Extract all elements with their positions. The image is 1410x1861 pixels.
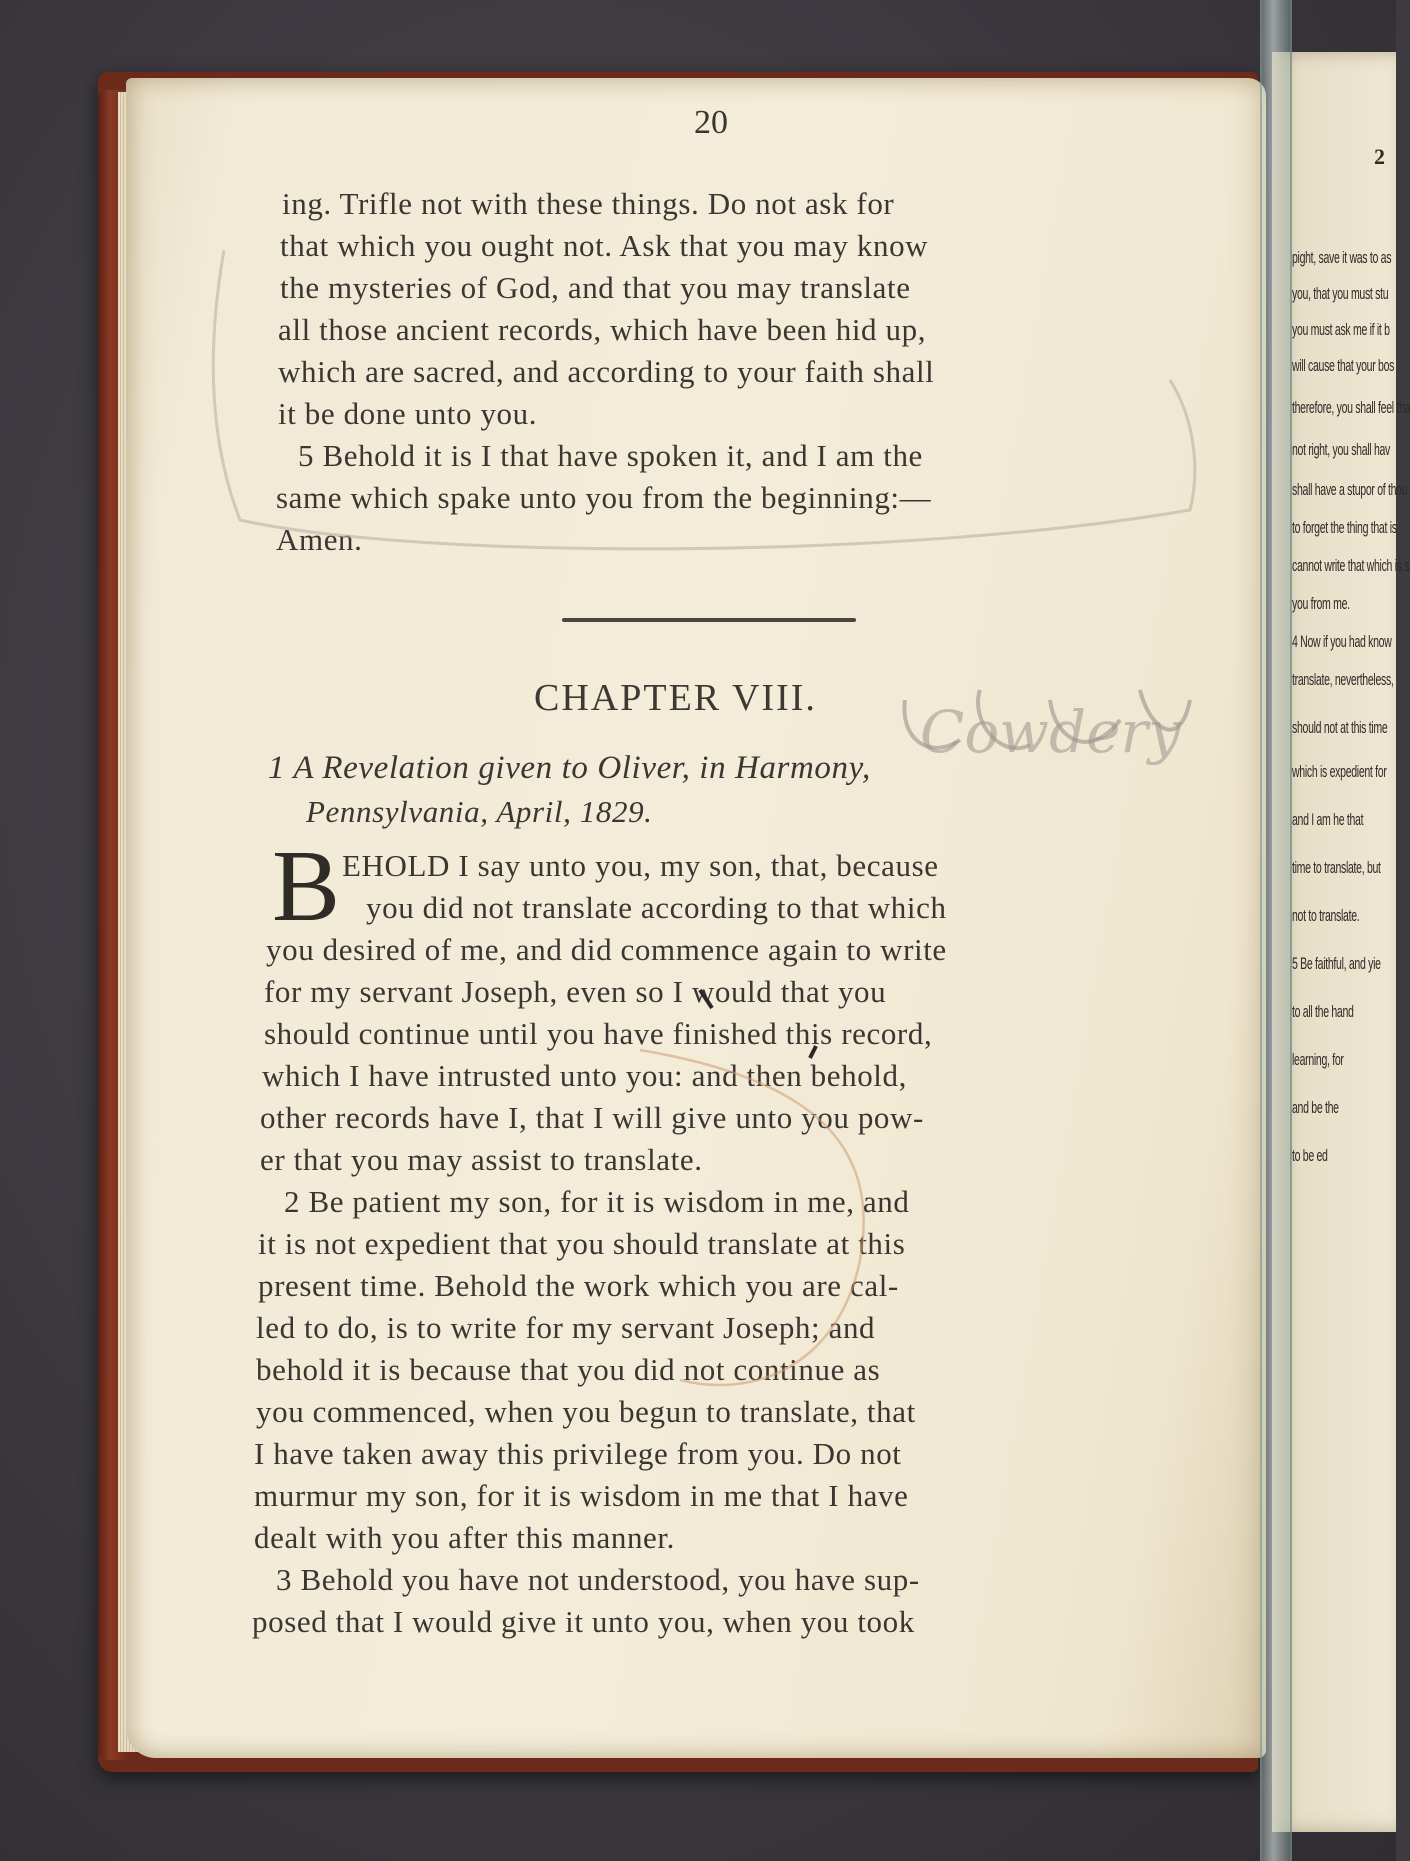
text-line: for my servant Joseph, even so I would that you — [264, 974, 887, 1009]
text-line: present time. Behold the work which you are cal- — [258, 1268, 899, 1303]
text-line: EHOLD I say unto you, my son, that, because — [342, 848, 939, 883]
facing-line: you from me. — [1292, 594, 1350, 613]
text-line: the mysteries of God, and that you may translate — [280, 270, 911, 305]
facing-line: to be ed — [1292, 1146, 1328, 1165]
facing-line: which is expedient for — [1292, 762, 1387, 781]
facing-line: and be the — [1292, 1098, 1339, 1117]
text-line: 2 Be patient my son, for it is wisdom in me, and — [284, 1184, 910, 1219]
facing-line: pight, save it was to as — [1292, 248, 1392, 267]
text-line: other records have I, that I will give unto you pow- — [260, 1100, 924, 1135]
facing-line: to forget the thing that is — [1292, 518, 1397, 537]
facing-line: will cause that your bos — [1292, 356, 1395, 375]
facing-line: 5 Be faithful, and yie — [1292, 954, 1381, 973]
text-line: 3 Behold you have not understood, you have sup- — [276, 1562, 920, 1597]
text-line: Amen. — [276, 522, 363, 557]
text-line: murmur my son, for it is wisdom in me that I have — [254, 1478, 909, 1513]
chapter-title: CHAPTER VIII. — [534, 677, 817, 719]
text-line: you desired of me, and did commence again to write — [266, 932, 947, 967]
facing-line: and I am he that — [1292, 810, 1364, 829]
text-line: which I have intrusted unto you: and then behold, — [262, 1058, 907, 1093]
pencil-note: Cowdery — [920, 698, 1181, 766]
text-line: same which spake unto you from the beginning:— — [276, 480, 932, 515]
glass-plate — [1260, 0, 1292, 1861]
text-line: 5 Behold it is I that have spoken it, and I am the — [298, 438, 923, 473]
text-line: dealt with you after this manner. — [254, 1520, 675, 1555]
text-line: which are sacred, and according to your faith shall — [278, 354, 935, 389]
text-line: led to do, is to write for my servant Joseph; and — [256, 1310, 876, 1345]
text-line: that which you ought not. Ask that you may know — [280, 228, 929, 263]
facing-line: therefore, you shall feel tha — [1292, 398, 1410, 417]
facing-line: learning, for — [1292, 1050, 1344, 1069]
facing-line: to all the hand — [1292, 1002, 1354, 1021]
text-line: you commenced, when you begun to translate, that — [256, 1394, 916, 1429]
revelation-heading: Pennsylvania, April, 1829. — [306, 794, 653, 829]
text-line: behold it is because that you did not continue as — [256, 1352, 881, 1387]
facing-line: 4 Now if you had know — [1292, 632, 1392, 651]
facing-line: not to translate. — [1292, 906, 1360, 925]
section-divider — [562, 618, 856, 622]
text-line: ing. Trifle not with these things. Do not ask for — [282, 186, 895, 221]
text-line: all those ancient records, which have been hid up, — [278, 312, 927, 347]
facing-page-number: 2 — [1374, 144, 1385, 169]
text-line: er that you may assist to translate. — [260, 1142, 703, 1177]
text-line: posed that I would give it unto you, when you took — [252, 1604, 915, 1639]
facing-line: should not at this time — [1292, 718, 1388, 737]
text-line: it is not expedient that you should translate at this — [258, 1226, 906, 1261]
text-line: I have taken away this privilege from you. Do not — [254, 1436, 902, 1471]
revelation-heading: 1 A Revelation given to Oliver, in Harmony, — [268, 750, 871, 786]
facing-line: shall have a stupor of thou — [1292, 480, 1408, 499]
facing-line: translate, nevertheless, — [1292, 670, 1394, 689]
text-line: you did not translate according to that which — [366, 890, 947, 925]
drop-cap: B — [272, 830, 341, 943]
facing-line: cannot write that which is s — [1292, 556, 1410, 575]
facing-line: time to translate, but — [1292, 858, 1381, 877]
page-number: 20 — [694, 104, 728, 141]
facing-line: you, that you must stu — [1292, 284, 1389, 303]
facing-line: not right, you shall hav — [1292, 440, 1391, 459]
text-line: it be done unto you. — [278, 396, 538, 431]
text-line: should continue until you have finished this record, — [264, 1016, 933, 1051]
facing-line: you must ask me if it b — [1292, 320, 1390, 339]
